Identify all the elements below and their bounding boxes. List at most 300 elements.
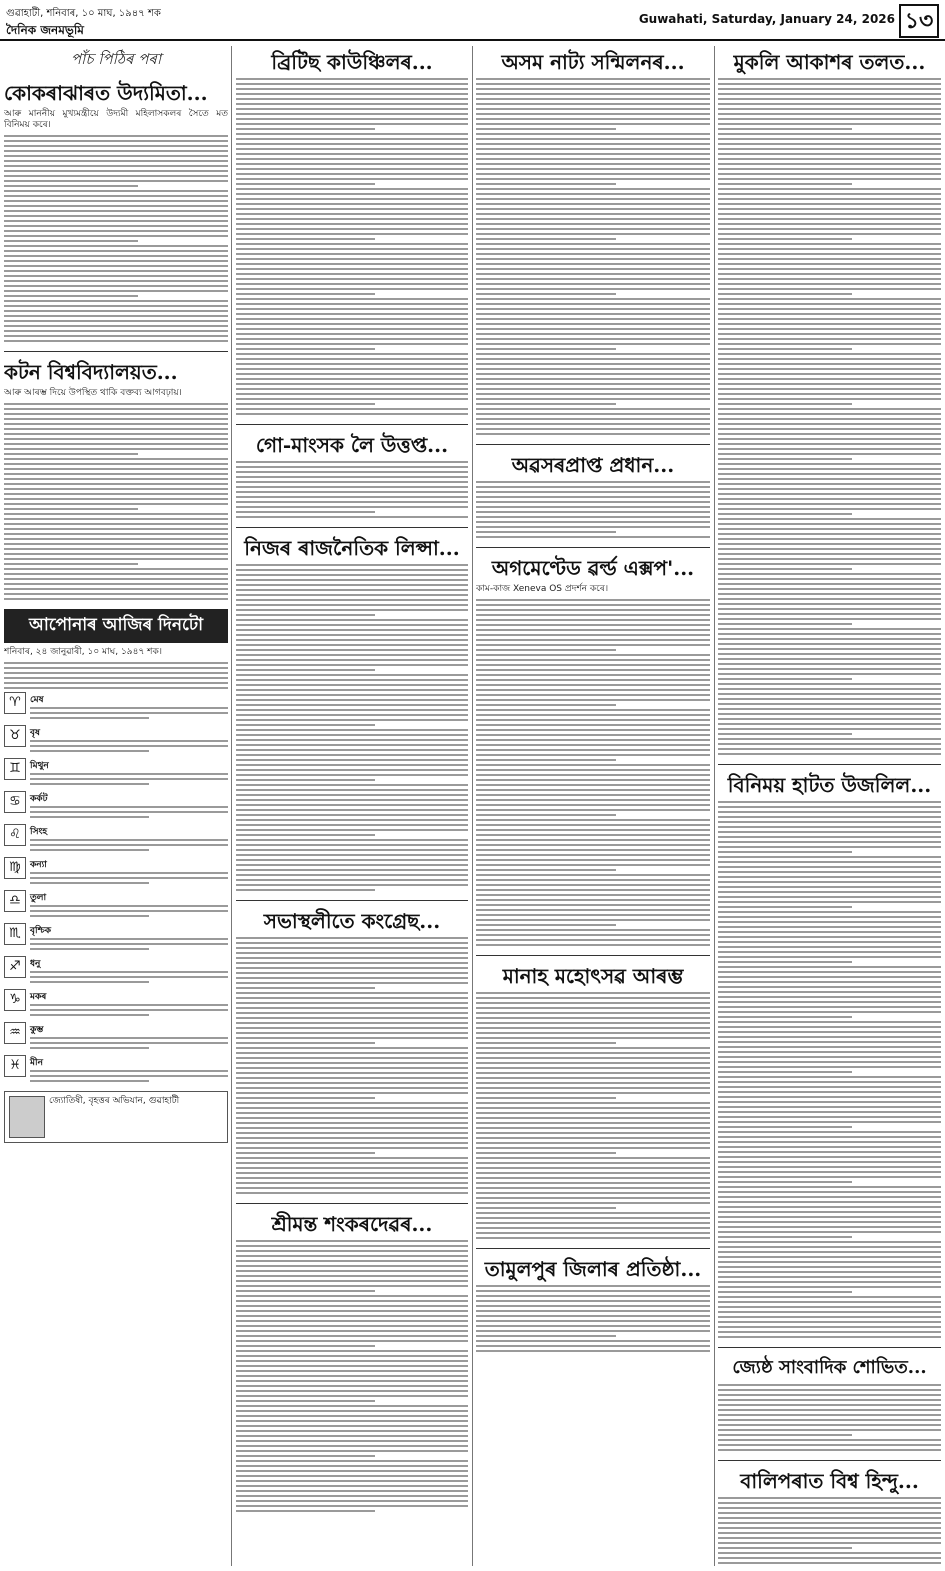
text-line [718,718,941,720]
text-line [476,1047,710,1049]
text-line [236,133,468,135]
text-line [718,348,852,350]
text-line [476,939,710,941]
text-line [30,806,228,808]
text-line [236,413,468,415]
text-line [718,1301,941,1303]
text-line [476,393,710,395]
text-line [4,295,138,297]
text-line [476,1222,710,1224]
text-line [476,689,710,691]
text-line [236,1415,468,1417]
text-line [4,335,228,337]
text-line [718,1021,941,1023]
text-line [476,1107,710,1109]
text-line [476,288,710,290]
text-line [718,173,941,175]
text-line [476,521,710,523]
text-line [476,1057,710,1059]
horoscope-item [4,989,228,1019]
text-line [476,501,710,503]
text-line [476,859,710,861]
text-line [718,1141,941,1143]
text-line [718,1196,941,1198]
text-line [476,624,710,626]
text-line [236,1350,468,1352]
zodiac-sign-name: বৃষ [30,728,40,738]
text-line [718,1201,941,1203]
text-line [476,1310,710,1312]
text-line [236,769,468,771]
body-text [718,1384,941,1451]
text-line [236,1505,468,1507]
text-line [236,323,468,325]
text-line [236,1385,468,1387]
text-line [718,428,941,430]
text-line [4,463,228,465]
text-line [236,957,468,959]
text-line [718,1116,941,1118]
text-line [236,1162,468,1164]
body-text [236,1240,468,1512]
text-line [476,1062,710,1064]
text-line [4,433,228,435]
text-line [236,704,468,706]
column-3 [476,46,710,1566]
text-line [476,754,710,756]
text-line [476,1237,710,1239]
text-line [4,558,228,560]
text-line [236,1117,468,1119]
text-line [718,801,941,803]
text-line [236,1177,468,1179]
text-line [718,1429,941,1431]
text-line [236,338,468,340]
text-line [4,265,228,267]
text-line [4,528,228,530]
text-line [30,816,149,818]
text-line [476,944,710,946]
text-line [718,548,941,550]
text-line [236,1052,468,1054]
text-line [236,1405,468,1407]
zodiac-sign-name: মীন [30,1058,43,1068]
local-date: গুৱাহাটী, শনিবাৰ, ১০ মাঘ, ১৯৪৭ শক [6,8,161,19]
text-line [718,1276,941,1278]
text-line [476,669,710,671]
text-line [718,553,941,555]
text-line [236,1500,468,1502]
text-line [476,516,710,518]
story-retired-head [476,449,710,541]
text-line [476,1202,710,1204]
section-banner: পাঁচ পিঠিৰ পৰা [70,50,162,68]
text-line [236,1245,468,1247]
text-line [236,789,468,791]
text-line [236,1082,468,1084]
text-line [236,1012,468,1014]
text-line [476,193,710,195]
text-line [476,433,710,435]
text-line [236,108,468,110]
text-line [236,569,468,571]
text-line [476,774,710,776]
text-line [236,408,468,410]
story-headline: মুকলি আকাশৰ তলত... [733,50,926,74]
text-line [476,408,710,410]
story-lead: কাম-কাজ Xeneva OS প্ৰদৰ্শন কৰে। [476,584,609,594]
text-line [476,318,710,320]
text-line [236,1370,468,1372]
text-line [236,1122,468,1124]
text-line [718,438,941,440]
text-line [718,1031,941,1033]
text-line [476,1290,710,1292]
text-line [236,669,375,671]
text-line [4,403,228,405]
text-line [4,598,228,600]
story-balipara [718,1465,941,1566]
text-line [476,919,710,921]
text-line [236,564,468,566]
body-text [476,599,710,946]
text-line [718,1266,941,1268]
text-line [718,1206,941,1208]
text-line [236,1127,468,1129]
text-line [236,619,468,621]
text-line [236,313,468,315]
column-divider [472,46,473,1566]
text-line [476,1325,710,1327]
text-line [476,1037,710,1039]
text-line [718,583,941,585]
text-line [236,471,468,473]
text-line [718,816,941,818]
text-line [4,185,138,187]
text-line [476,218,710,220]
text-line [4,140,228,142]
text-line [718,876,941,878]
text-line [718,1331,941,1333]
text-line [718,703,941,705]
text-line [476,1285,710,1287]
text-line [236,1490,468,1492]
text-line [476,148,710,150]
text-line [476,398,710,400]
text-line [4,413,228,415]
text-line [476,268,710,270]
text-line [4,225,228,227]
text-line [476,734,710,736]
text-line [236,1335,468,1337]
text-line [476,1097,616,1099]
text-line [236,1022,468,1024]
text-line [476,253,710,255]
body-text [718,801,941,1338]
text-line [718,866,941,868]
text-line [236,253,468,255]
zodiac-3-icon: ♊ [4,758,26,780]
text-line [718,1101,941,1103]
text-line [4,245,228,247]
text-line [236,1240,468,1242]
text-line [718,901,941,903]
text-line [718,921,941,923]
text-line [236,972,468,974]
text-line [718,103,941,105]
text-line [4,255,228,257]
text-line [236,1172,468,1174]
text-line [236,1147,468,1149]
text-line [476,1232,710,1234]
text-line [4,305,228,307]
text-line [476,118,710,120]
text-line [236,1365,468,1367]
text-line [236,854,468,856]
text-line [236,1435,468,1437]
text-line [236,1455,375,1457]
text-line [718,253,941,255]
text-line [236,343,468,345]
text-line [236,486,468,488]
column-divider [714,46,715,1566]
text-line [236,188,468,190]
text-line [718,123,941,125]
text-line [718,1111,941,1113]
text-line [236,1017,468,1019]
text-line [4,568,228,570]
text-line [476,809,710,811]
text-line [476,769,710,771]
text-line [236,1380,468,1382]
text-line [718,568,852,570]
text-line [476,749,710,751]
text-line [236,138,468,140]
text-line [718,223,941,225]
text-line [236,1102,468,1104]
text-line [718,1404,941,1406]
text-line [236,1027,468,1029]
text-line [476,283,710,285]
text-line [718,1336,941,1338]
text-line [718,976,941,978]
zodiac-12-icon: ♓ [4,1055,26,1077]
text-line [476,1082,710,1084]
text-line [476,1172,710,1174]
text-line [718,748,941,750]
text-line [476,1295,710,1297]
text-line [30,740,228,742]
text-line [476,664,710,666]
text-line [236,814,468,816]
text-line [236,1137,468,1139]
text-line [718,1191,941,1193]
text-line [476,403,616,405]
text-line [236,1320,468,1322]
text-line [718,93,941,95]
text-line [718,1236,852,1238]
text-line [476,1087,710,1089]
text-line [718,633,941,635]
text-line [718,563,941,565]
text-line [4,330,228,332]
text-line [718,1036,941,1038]
text-line [4,240,138,242]
text-line [476,178,710,180]
text-line [476,1187,710,1189]
text-line [236,744,468,746]
text-line [236,158,468,160]
text-line [4,677,228,679]
text-line [476,133,710,135]
text-line [718,1211,941,1213]
text-line [476,924,616,926]
text-line [476,604,710,606]
zodiac-sign-name: কুম্ভ [30,1025,44,1035]
text-line [236,1157,468,1159]
text-line [476,243,710,245]
text-line [4,215,228,217]
text-line [236,363,468,365]
text-line [718,463,941,465]
text-line [236,1315,468,1317]
text-line [718,478,941,480]
text-line [236,839,468,841]
text-line [236,1395,468,1397]
text-line [718,733,852,735]
text-line [236,268,468,270]
text-line [718,98,941,100]
column-4 [718,46,941,1566]
text-line [236,584,468,586]
zodiac-sign-name: সিংহ [30,827,48,837]
text-line [236,724,375,726]
text-line [476,1017,710,1019]
text-line [236,258,468,260]
text-line [236,594,468,596]
horoscope-item [4,1055,228,1085]
text-line [476,123,710,125]
text-line [4,135,228,137]
text-line [476,203,710,205]
zodiac-5-icon: ♌ [4,824,26,846]
zodiac-6-icon: ♍ [4,857,26,879]
text-line [236,729,468,731]
zodiac-sign-name: মিথুন [30,761,49,771]
text-line [718,118,941,120]
story-headline: কোকৰাঝাৰত উদ্যমিতা... [4,81,208,105]
text-line [476,599,710,601]
text-line [718,1136,941,1138]
body-text [718,78,941,755]
text-line [236,1112,468,1114]
text-line [718,891,941,893]
text-line [476,1077,710,1079]
text-line [236,368,468,370]
text-line [718,1424,941,1426]
text-line [476,138,710,140]
zodiac-4-icon: ♋ [4,791,26,813]
text-line [718,826,941,828]
horoscope-item [4,758,228,788]
text-line [476,829,710,831]
text-line [236,1390,468,1392]
story-lead: আৰু মাননীয় মুখ্যমন্ত্ৰীয়ে উদ্যমী মহিলাসকলৰ সৈতে মত বিনিময় কৰে। [4,109,228,130]
text-line [718,358,941,360]
text-line [4,438,228,440]
text-line [236,398,468,400]
text-line [236,496,468,498]
text-line [236,263,468,265]
text-line [718,1291,852,1293]
text-line [30,1014,149,1016]
story-headline: মানাহ মহোৎসৱ আৰম্ভ [502,964,684,988]
story-exchange-market [718,769,941,1341]
text-line [476,536,710,538]
text-line [718,1414,941,1416]
text-line [236,609,468,611]
text-line [476,1142,710,1144]
text-line [718,1221,941,1223]
text-line [718,1251,941,1253]
text-line [476,278,710,280]
story-headline: জ্যেষ্ঠ সাংবাদিক শোভিত... [732,1357,927,1378]
text-line [718,1517,941,1519]
text-line [476,679,710,681]
text-line [718,203,941,205]
text-line [236,333,468,335]
text-line [718,318,941,320]
text-line [236,476,468,478]
text-line [236,982,468,984]
text-line [476,674,710,676]
text-line [718,841,941,843]
text-line [476,824,710,826]
text-line [476,233,710,235]
text-line [718,1296,941,1298]
text-line [476,1227,710,1229]
text-line [718,1146,941,1148]
text-line [236,942,468,944]
text-line [236,794,468,796]
text-line [718,1066,941,1068]
text-line [236,83,468,85]
text-line [236,859,468,861]
text-line [718,448,941,450]
text-line [30,971,228,973]
text-line [236,308,468,310]
text-line [718,163,941,165]
text-line [718,821,941,823]
story-senior-journalist [718,1352,941,1454]
text-line [476,298,710,300]
zodiac-sign-name: ধনু [30,959,41,969]
text-line [236,501,468,503]
text-line [4,260,228,262]
text-line [236,659,468,661]
text-line [236,1037,468,1039]
text-line [718,1311,941,1313]
text-line [236,804,468,806]
text-line [236,123,468,125]
astrologer-name: জ্যোতিষী, বৃহত্তৰ অভিযান, গুৱাহাটী [49,1096,180,1106]
text-line [718,663,941,665]
text-line [4,320,228,322]
horoscope-item [4,956,228,986]
text-line [476,1067,710,1069]
text-line [718,1449,941,1451]
text-line [236,1360,468,1362]
